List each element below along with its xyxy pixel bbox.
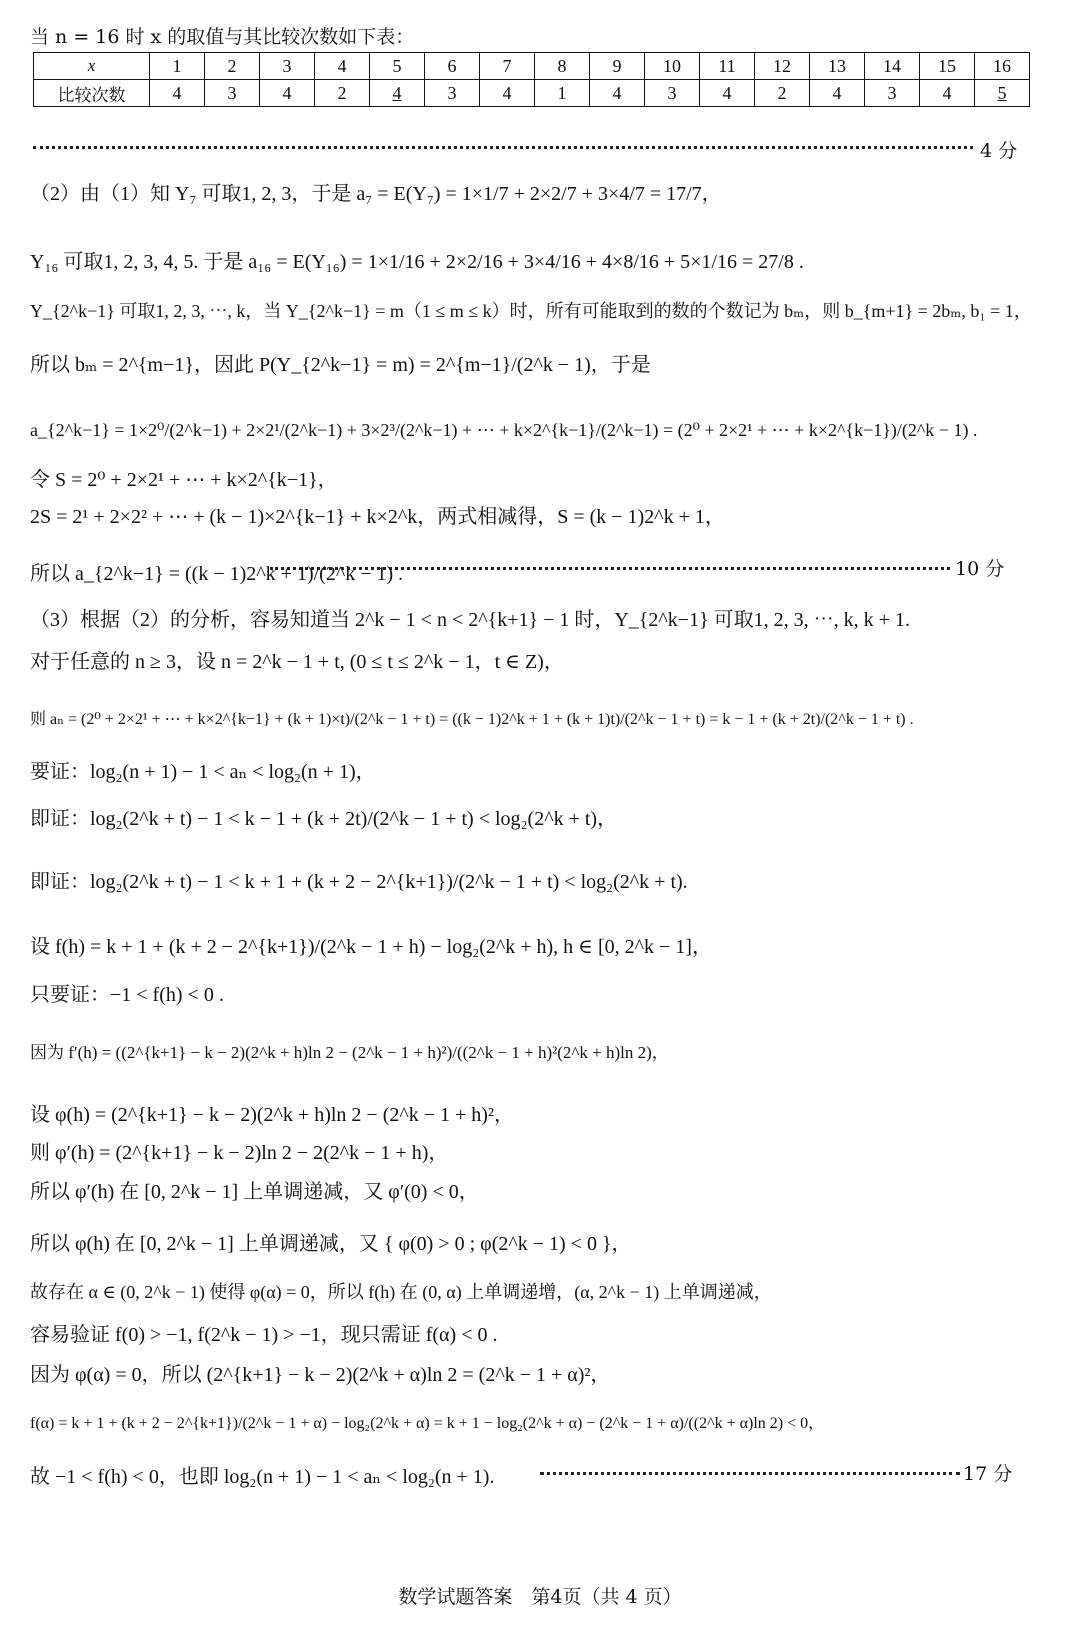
table-cell: 13 bbox=[810, 53, 865, 80]
solution-line: 所以 φ′(h) 在 [0, 2^k − 1] 上单调递减，又 φ′(0) < 0， bbox=[30, 1181, 479, 1203]
table-cell: 14 bbox=[865, 53, 920, 80]
underlined-count: 4 bbox=[392, 82, 402, 103]
dotted-leader bbox=[33, 146, 973, 149]
table-cell: 9 bbox=[590, 53, 645, 80]
table-cell: 4 bbox=[920, 80, 975, 107]
solution-line: 因为 φ(α) = 0，所以 (2^{k+1} − k − 2)(2^k + α)ln 2 = (2^k − 1 + α)²， bbox=[30, 1364, 611, 1386]
solution-line: 所以 φ(h) 在 [0, 2^k − 1] 上单调递减，又 { φ(0) > 0 ; φ(2^k − 1) < 0 }， bbox=[30, 1233, 632, 1255]
table-cell: 4 bbox=[700, 80, 755, 107]
solution-line: 即证：log₂(2^k + t) − 1 < k + 1 + (k + 2 − 2^{k+1})/(2^k − 1 + t) < log₂(2^k + t). bbox=[30, 871, 688, 893]
solution-line: 对于任意的 n ≥ 3，设 n = 2^k − 1 + t, (0 ≤ t ≤ 2^k − 1，t ∈ Z)， bbox=[30, 651, 564, 673]
solution-line: 2S = 2¹ + 2×2² + ⋯ + (k − 1)×2^{k−1} + k×2^k，两式相减得，S = (k − 1)2^k + 1， bbox=[30, 506, 725, 528]
table-cell: 2 bbox=[205, 53, 260, 80]
solution-line: 则 φ′(h) = (2^{k+1} − k − 2)ln 2 − 2(2^k − 1 + h)， bbox=[30, 1142, 449, 1164]
table-cell: 5 bbox=[370, 53, 425, 80]
dotted-leader bbox=[270, 567, 950, 570]
table-cell: 3 bbox=[260, 53, 315, 80]
table-cell: 11 bbox=[700, 53, 755, 80]
table-cell: 1 bbox=[150, 53, 205, 80]
solution-line: 所以 bₘ = 2^{m−1}，因此 P(Y_{2^k−1} = m) = 2^{m−1}/(2^k − 1)，于是 bbox=[30, 354, 651, 376]
table-cell: 10 bbox=[645, 53, 700, 80]
solution-line: f(α) = k + 1 + (k + 2 − 2^{k+1})/(2^k − 1 + α) − log₂(2^k + α) = k + 1 − log₂(2^k + α) − (2^k − 1 + α)/((2^k + α)ln 2) < 0， bbox=[30, 1415, 825, 1432]
score-marker: 17 分 bbox=[963, 1463, 1013, 1485]
table-cell: 2 bbox=[755, 80, 810, 107]
table-cell: 3 bbox=[205, 80, 260, 107]
score-marker: 4 分 bbox=[980, 140, 1018, 162]
table-row-counts bbox=[34, 80, 1030, 107]
page-footer: 数学试题答案 第4页（共 4 页） bbox=[398, 1586, 682, 1608]
table-cell: 4 bbox=[315, 53, 370, 80]
table-cell: 4 bbox=[590, 80, 645, 107]
table-cell: 3 bbox=[865, 80, 920, 107]
table-cell: 3 bbox=[425, 80, 480, 107]
table-cell: 4 bbox=[260, 80, 315, 107]
table-cell: 15 bbox=[920, 53, 975, 80]
intro-text: 当 n = 16 时 x 的取值与其比较次数如下表： bbox=[30, 26, 415, 48]
solution-line: 设 φ(h) = (2^{k+1} − k − 2)(2^k + h)ln 2 − (2^k − 1 + h)²， bbox=[30, 1104, 514, 1126]
solution-line: a_{2^k−1} = 1×2⁰/(2^k−1) + 2×2¹/(2^k−1) + 3×2³/(2^k−1) + ⋯ + k×2^{k−1}/(2^k−1) = (2⁰ + 2×2¹ + ⋯ + k×2^{k−1})/(2^k − 1) . bbox=[30, 420, 978, 440]
table-cell: 2 bbox=[315, 80, 370, 107]
table-head-counts: 比较次数 bbox=[34, 80, 150, 107]
solution-line: 要证：log₂(n + 1) − 1 < aₙ < log₂(n + 1)， bbox=[30, 761, 376, 783]
solution-line: 故 −1 < f(h) < 0，也即 log₂(n + 1) − 1 < aₙ < log₂(n + 1). bbox=[30, 1466, 495, 1488]
solution-line: Y₁₆ 可取1, 2, 3, 4, 5. 于是 a₁₆ = E(Y₁₆) = 1×1/16 + 2×2/16 + 3×4/16 + 4×8/16 + 5×1/16 = 27/8 . bbox=[30, 251, 804, 273]
underlined-count: 5 bbox=[997, 82, 1007, 103]
solution-line: Y_{2^k−1} 可取1, 2, 3, ⋯, k，当 Y_{2^k−1} = m（1 ≤ m ≤ k）时，所有可能取到的数的个数记为 bₘ，则 b_{m+1} = 2bₘ, b₁ = 1， bbox=[30, 301, 1032, 321]
table-cell: 7 bbox=[480, 53, 535, 80]
table-cell: 8 bbox=[535, 53, 590, 80]
solution-line: 故存在 α ∈ (0, 2^k − 1) 使得 φ(α) = 0，所以 f(h) 在 (0, α) 上单调递增，(α, 2^k − 1) 上单调递减， bbox=[30, 1282, 772, 1302]
solution-line: 所以 a_{2^k−1} = ((k − 1)2^k + 1)/(2^k − 1) . bbox=[30, 563, 404, 585]
table-cell: 4 bbox=[480, 80, 535, 107]
table-cell: 1 bbox=[535, 80, 590, 107]
solution-line: 令 S = 2⁰ + 2×2¹ + ⋯ + k×2^{k−1}， bbox=[30, 469, 338, 491]
solution-line: 则 aₙ = (2⁰ + 2×2¹ + ⋯ + k×2^{k−1} + (k + 1)×t)/(2^k − 1 + t) = ((k − 1)2^k + 1 + (k + 1)t)/(2^k − 1 + t) = k − 1 + (k + 2t)/(2^k − 1 + t) . bbox=[30, 711, 914, 728]
table-cell: 3 bbox=[645, 80, 700, 107]
table-head-x: x bbox=[34, 53, 150, 80]
solution-line: 因为 f′(h) = ((2^{k+1} − k − 2)(2^k + h)ln 2 − (2^k − 1 + h)²)/((2^k − 1 + h)²(2^k + h)ln 2)， bbox=[30, 1043, 669, 1062]
solution-line: 设 f(h) = k + 1 + (k + 2 − 2^{k+1})/(2^k − 1 + h) − log₂(2^k + h), h ∈ [0, 2^k − 1]， bbox=[30, 936, 712, 958]
solution-line: （2）由（1）知 Y₇ 可取1, 2, 3，于是 a₇ = E(Y₇) = 1×1/7 + 2×2/7 + 3×4/7 = 17/7， bbox=[30, 183, 722, 205]
table-cell bbox=[975, 80, 1030, 107]
score-marker: 10 分 bbox=[955, 558, 1005, 580]
solution-line: （3）根据（2）的分析，容易知道当 2^k − 1 < n < 2^{k+1} − 1 时，Y_{2^k−1} 可取1, 2, 3, ⋯, k, k + 1. bbox=[30, 609, 910, 631]
table-cell: 6 bbox=[425, 53, 480, 80]
solution-line: 容易验证 f(0) > −1, f(2^k − 1) > −1，现只需证 f(α) < 0 . bbox=[30, 1324, 498, 1346]
comparison-table bbox=[33, 52, 1030, 107]
solution-line: 即证：log₂(2^k + t) − 1 < k − 1 + (k + 2t)/(2^k − 1 + t) < log₂(2^k + t)， bbox=[30, 808, 618, 830]
table-row-x bbox=[34, 53, 1030, 80]
table-cell: 16 bbox=[975, 53, 1030, 80]
dotted-leader bbox=[540, 1472, 960, 1475]
table-cell: 4 bbox=[810, 80, 865, 107]
solution-line: 只要证：−1 < f(h) < 0 . bbox=[30, 984, 224, 1006]
table-cell: 4 bbox=[150, 80, 205, 107]
table-cell bbox=[370, 80, 425, 107]
table-cell: 12 bbox=[755, 53, 810, 80]
